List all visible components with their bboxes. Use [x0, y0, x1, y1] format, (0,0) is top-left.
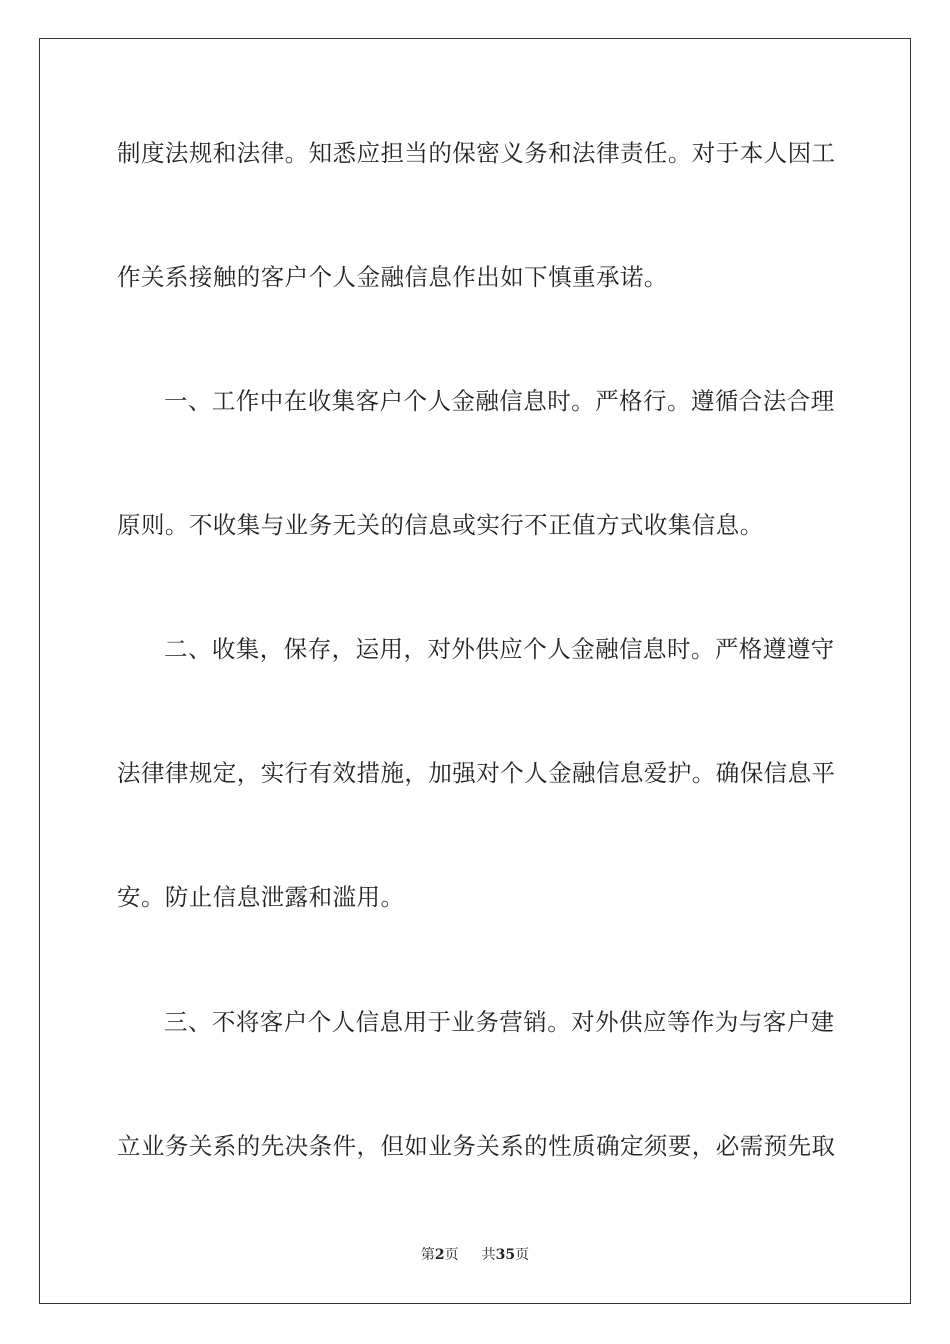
page-footer — [0, 1245, 950, 1265]
paragraph-line: 二、收集，保存，运用，对外供应个人金融信息时。严格遵遵守 — [164, 635, 835, 663]
paragraph-line: 制度法规和法律。知悉应担当的保密义务和法律责任。对于本人因工 — [117, 139, 836, 167]
paragraph-line: 安。防止信息泄露和滥用。 — [117, 883, 405, 911]
paragraph-line: 作关系接触的客户个人金融信息作出如下慎重承诺。 — [117, 263, 668, 291]
page-number-label: 第2页 — [420, 1247, 459, 1263]
paragraph-line: 立业务关系的先决条件，但如业务关系的性质确定须要，必需预先取 — [117, 1132, 836, 1160]
page-border — [39, 38, 911, 1304]
paragraph-line: 三、不将客户个人信息用于业务营销。对外供应等作为与客户建 — [164, 1008, 835, 1036]
paragraph-line: 一、工作中在收集客户个人金融信息时。严格行。遵循合法合理 — [164, 387, 835, 415]
paragraph-line: 法律律规定，实行有效措施，加强对个人金融信息爱护。确保信息平 — [117, 759, 836, 787]
paragraph-line: 原则。不收集与业务无关的信息或实行不正值方式收集信息。 — [117, 511, 764, 539]
total-pages-label: 共35页 — [481, 1247, 530, 1263]
